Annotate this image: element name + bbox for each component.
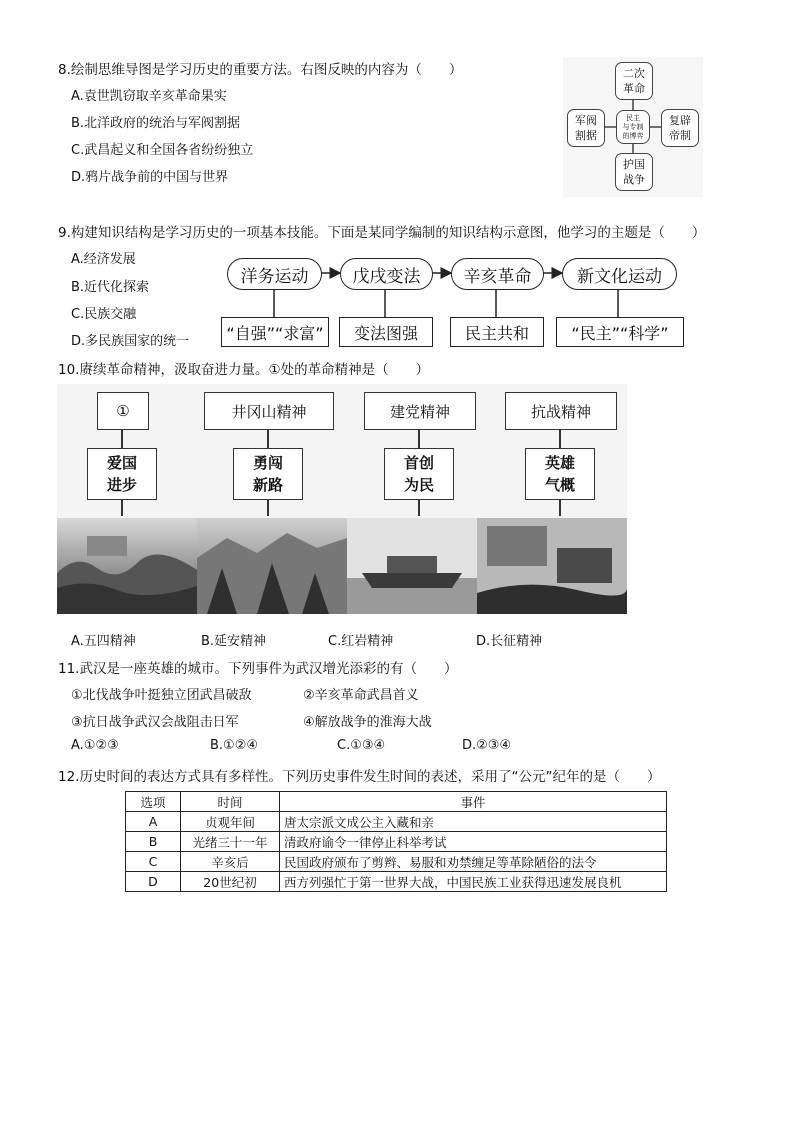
q10-option-c: C.红岩精神: [328, 634, 394, 649]
table-row: [126, 812, 667, 832]
row-event: 清政府谕令一律停止科举考试: [280, 832, 667, 852]
q10-option-d: D.长征精神: [476, 634, 543, 649]
photo-anti-japanese-war: [477, 518, 627, 614]
row-event: 西方列强忙于第一世界大战，中国民族工业获得迅速发展良机: [280, 872, 667, 892]
row-time: 辛亥后: [181, 852, 280, 872]
row-time: 20世纪初: [181, 872, 280, 892]
q11-option-b: B.①②④: [210, 738, 259, 753]
mind-map-node-bottom: 护国 战争: [615, 153, 653, 191]
q11-item-2: ②辛亥革命武昌首义: [303, 688, 419, 703]
value-box-3: 首创 为民: [384, 448, 454, 500]
header-option: 选项: [126, 792, 181, 812]
q9-option-c: C.民族交融: [71, 307, 137, 322]
value-box-4: 英雄 气概: [525, 448, 595, 500]
spirit-box-2: 井冈山精神: [204, 392, 334, 430]
q11-stem: 11.武汉是一座英雄的城市。下列事件为武汉增光添彩的有（ ）: [58, 661, 458, 677]
header-event: 事件: [280, 792, 667, 812]
q8-mind-map: [563, 57, 703, 197]
spirit-box-1: ①: [97, 392, 149, 430]
q12-table: [125, 791, 667, 892]
q11-item-4: ④解放战争的淮海大战: [303, 715, 432, 730]
flow-box-1: “自强”“求富”: [221, 317, 329, 347]
q9-stem: 9.构建知识结构是学习历史的一项基本技能。下面是某同学编制的知识结构示意图，他学习的主题是（ ）: [58, 225, 706, 241]
spirit-connector: [121, 429, 123, 449]
q10-spirit-diagram: [57, 384, 627, 614]
photo-jinggangshan-soldiers: [197, 518, 347, 614]
flow-node-1: 洋务运动: [227, 258, 322, 290]
spirit-connector: [559, 429, 561, 449]
q11-option-a: A.①②③: [71, 738, 119, 753]
q10-option-b: B.延安精神: [201, 634, 267, 649]
q9-option-d: D.多民族国家的统一: [71, 334, 190, 349]
q11-item-3: ③抗日战争武汉会战阻击日军: [71, 715, 239, 730]
spirit-box-3: 建党精神: [364, 392, 476, 430]
flow-node-3: 辛亥革命: [451, 258, 544, 290]
flow-node-2: 戊戌变法: [340, 258, 433, 290]
header-time: 时间: [181, 792, 280, 812]
table-header-row: [126, 792, 667, 812]
q9-option-b: B.近代化探索: [71, 280, 150, 295]
mind-map-node-center: 民主 与专制 的博弈: [616, 110, 650, 144]
spirit-connector: [121, 498, 123, 516]
q9-option-a: A.经济发展: [71, 252, 136, 267]
value-box-1: 爱国 进步: [87, 448, 157, 500]
row-option: A: [126, 812, 181, 832]
q10-option-a: A.五四精神: [71, 634, 136, 649]
spirit-connector: [559, 498, 561, 516]
q8-stem: 8.绘制思维导图是学习历史的重要方法。右图反映的内容为（ ）: [58, 62, 463, 78]
row-event: 唐太宗派文成公主入藏和亲: [280, 812, 667, 832]
q12-stem: 12.历史时间的表达方式具有多样性。下列历史事件发生时间的表述，采用了“公元”纪年的是（ ）: [58, 769, 661, 785]
mind-map-node-right: 复辟 帝制: [661, 109, 699, 147]
spirit-connector: [267, 429, 269, 449]
q8-option-d: D.鸦片战争前的中国与世界: [71, 170, 229, 185]
spirit-connector: [418, 429, 420, 449]
spirit-connector: [418, 498, 420, 516]
value-box-2: 勇闯 新路: [233, 448, 303, 500]
mind-map-node-left: 军阀 割据: [567, 109, 605, 147]
photo-may-fourth-crowd: [57, 518, 197, 614]
q10-stem: 10.赓续革命精神，汲取奋进力量。①处的革命精神是（ ）: [58, 362, 430, 378]
row-option: B: [126, 832, 181, 852]
photo-red-boat: [347, 518, 477, 614]
flow-box-3: 民主共和: [450, 317, 544, 347]
q11-option-d: D.②③④: [462, 738, 512, 753]
q8-option-a: A.袁世凯窃取辛亥革命果实: [71, 89, 227, 104]
row-option: C: [126, 852, 181, 872]
row-option: D: [126, 872, 181, 892]
spirit-connector: [267, 498, 269, 516]
q8-option-c: C.武昌起义和全国各省纷纷独立: [71, 143, 254, 158]
historical-photos: [57, 518, 627, 614]
flow-node-4: 新文化运动: [562, 258, 677, 290]
flow-box-2: 变法图强: [339, 317, 433, 347]
table-row: [126, 832, 667, 852]
row-event: 民国政府颁布了剪辫、易服和劝禁缠足等革除陋俗的法令: [280, 852, 667, 872]
table-row: [126, 852, 667, 872]
row-time: 光绪三十一年: [181, 832, 280, 852]
flow-box-4: “民主”“科学”: [556, 317, 684, 347]
spirit-box-4: 抗战精神: [505, 392, 617, 430]
q11-item-1: ①北伐战争叶挺独立团武昌破敌: [71, 688, 252, 703]
row-time: 贞观年间: [181, 812, 280, 832]
q11-option-c: C.①③④: [337, 738, 386, 753]
table-row: [126, 872, 667, 892]
mind-map-node-top: 二次 革命: [615, 62, 653, 100]
q8-option-b: B.北洋政府的统治与军阀割据: [71, 116, 241, 131]
